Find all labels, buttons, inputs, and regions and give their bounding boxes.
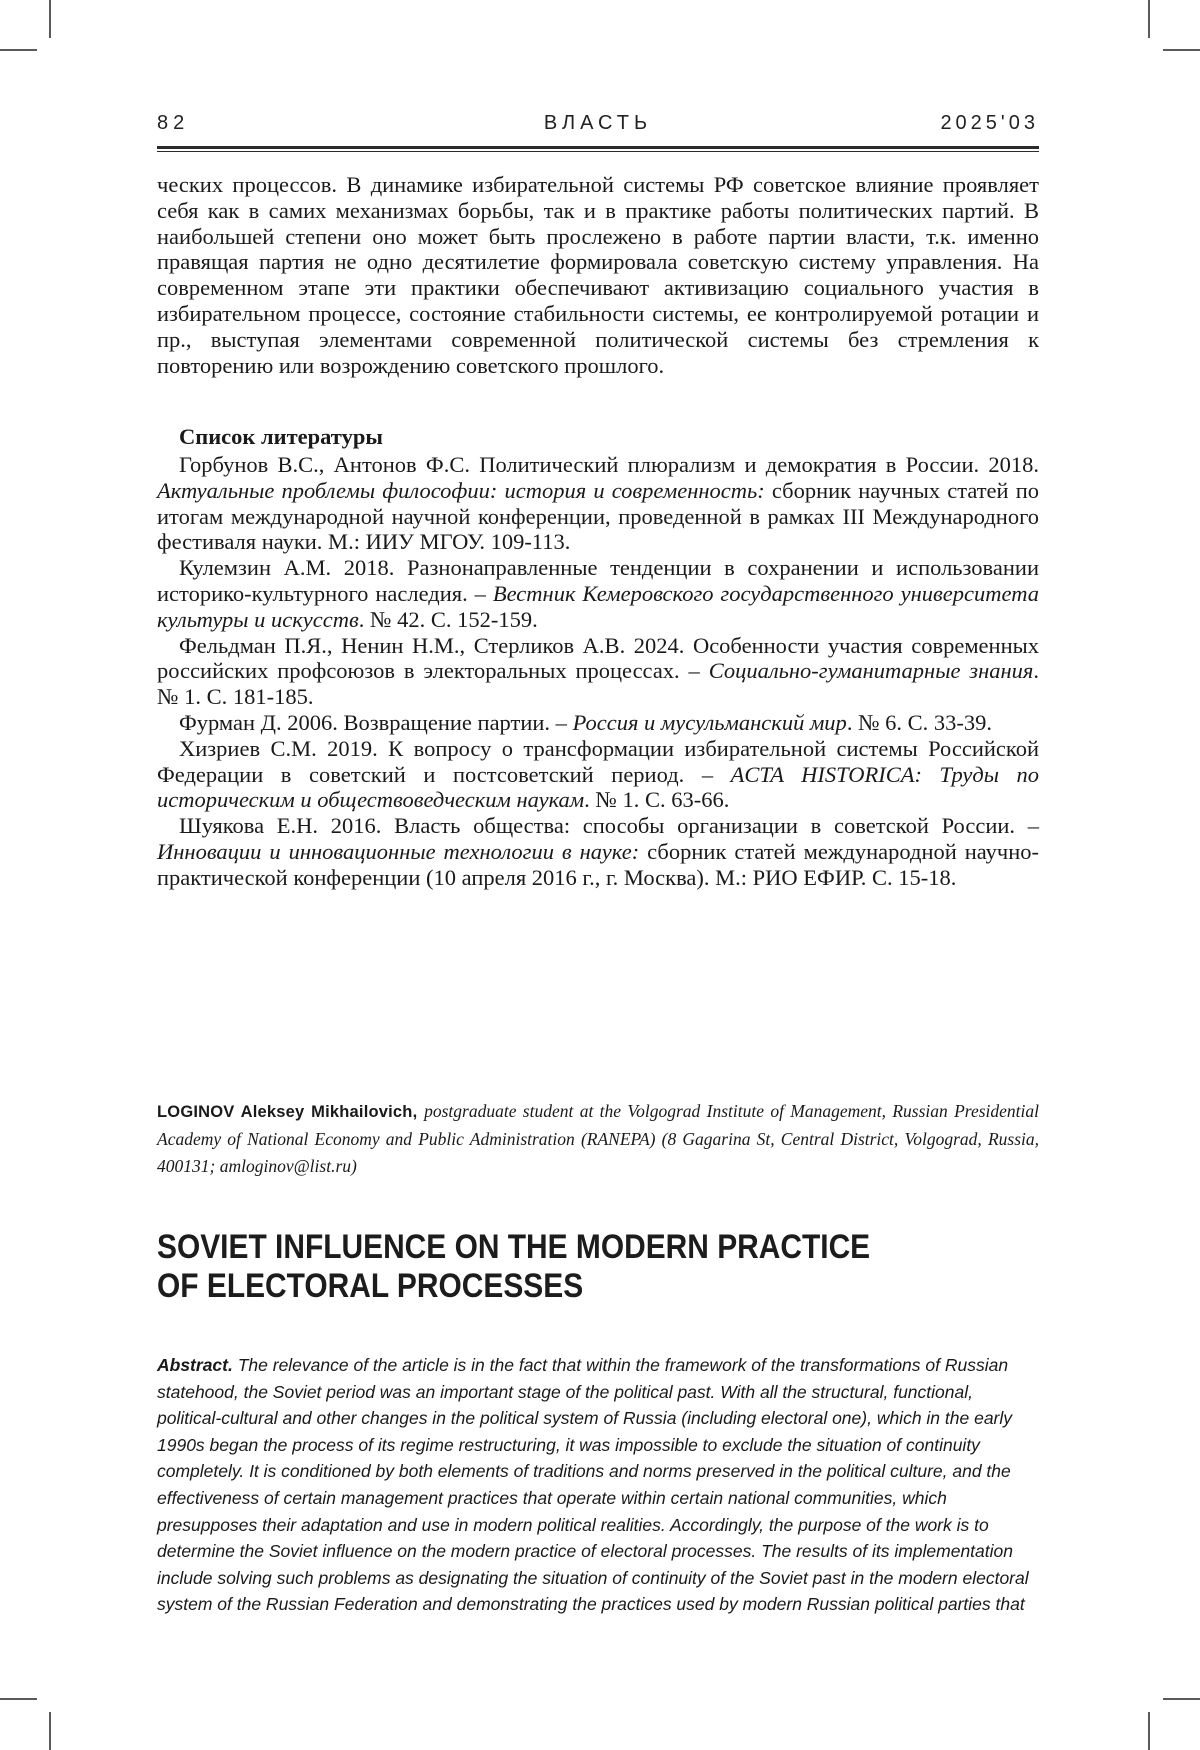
author-note xyxy=(157,1098,1039,1180)
text-segment: Инновации и инновационные технологии в науке: xyxy=(157,838,640,864)
running-header xyxy=(157,112,1039,135)
bibliography-list xyxy=(157,452,1039,891)
bibliography-heading: Список литературы xyxy=(179,424,383,449)
reference-item xyxy=(157,452,1039,555)
reference-item xyxy=(157,736,1039,813)
crop-mark-bottom-right-horizontal xyxy=(1163,1698,1200,1700)
reference-item xyxy=(157,710,1039,736)
text-segment: Горбунов В.С., Антонов Ф.С. Политический плюрализм и демократия в России. 2018. xyxy=(179,452,1039,477)
crop-mark-top-right-vertical xyxy=(1148,0,1150,38)
reference-item xyxy=(157,813,1039,890)
text-segment: The relevance of the article is in the fact that within the framework of the transformations of Russian statehood, the Soviet period was an important stage of the political past. With all the structural, functional, political-cultural and other changes in the political system of Russia (including electoral one), which in the early 1990s began the process of its regime restructuring, it was impossible to exclude the situation of continuity completely. It is conditioned by both elements of traditions and norms preserved in the political culture, and the effectiveness of certain management practices that operate within certain national communities, which presupposes their adaptation and use in modern political realities. Accordingly, the purpose of the work is to determine the Soviet influence on the modern practice of electoral processes. The results of its implementation include solving such problems as designating the situation of continuity of the Soviet past in the modern electoral system of the Russian Federation and demonstrating the practices used by modern Russian political parties that xyxy=(157,1355,1029,1615)
english-title: SOVIET INFLUENCE ON THE MODERN PRACTICE OF ELECTORAL PROCESSES xyxy=(157,1228,871,1305)
text-segment: Фурман Д. 2006. Возвращение партии. – xyxy=(179,709,573,735)
crop-mark-top-left-vertical xyxy=(49,0,51,38)
header-rule xyxy=(157,146,1039,152)
text-segment: Россия и мусульманский мир xyxy=(572,709,847,735)
text-segment: ACTA HISTORICA: Труды по историческим и обществоведческим наукам xyxy=(157,761,1039,813)
body-paragraph: ческих процессов. В динамике избирательной системы РФ советское влияние проявляет себя как в самих механизмах борьбы, так и в практике работы политических партий. В наибольшей степени оно может быть прослежено в работе партии власти, т.к. именно правящая партия не одно десятилетие формировала советскую систему управления. На современном этапе эти практики обеспечивают активизацию социального участия в избирательном процессе, состояние стабильности системы, ее контролируемой ротации и пр., выступая элементами современной политической системы без стремления к повторению или возрождению советского прошлого. xyxy=(157,172,1039,378)
text-segment: . № 1. С. 63-66. xyxy=(584,787,730,813)
text-segment: postgraduate student at the Volgograd Institute of Management, Russian Presidential Academy of National Economy and Public Administration (RANEPA) (8 Gagarina St, Central District, Volgograd, Russia, 400131; amloginov@list.ru) xyxy=(157,1101,1039,1176)
text-segment: сборник статей международной научно-практической конференции (10 апреля 2016 г., г. Москва). М.: РИО ЕФИР. С. 15-18. xyxy=(157,838,1039,890)
journal-title: ВЛАСТЬ xyxy=(543,112,653,134)
abstract xyxy=(157,1352,1039,1618)
crop-mark-bottom-left-vertical xyxy=(49,1712,51,1750)
text-segment: . № 42. С. 152-159. xyxy=(358,606,538,632)
crop-mark-top-right-horizontal xyxy=(1163,49,1200,51)
text-segment: Актуальные проблемы философии: история и современность: xyxy=(157,477,765,503)
reference-item xyxy=(157,555,1039,632)
text-segment: Хизриев С.М. 2019. К вопросу о трансформации избирательной системы Российской Федерации в советский и постсоветский период. – xyxy=(157,735,1039,787)
text-segment: сборник научных статей по итогам международной научной конференции, проведенной в рамках III Международного фестиваля науки. М.: ИИУ МГОУ. 109-113. xyxy=(157,477,1040,555)
reference-item xyxy=(157,633,1039,710)
text-segment: . № 1. С. 181-185. xyxy=(157,658,1039,710)
text-segment: Вестник Кемеровского государственного университета культуры и искусств xyxy=(157,580,1039,632)
crop-mark-bottom-left-horizontal xyxy=(0,1698,37,1700)
text-segment: . № 6. С. 33-39. xyxy=(846,709,993,735)
text-segment: Кулемзин А.М. 2018. Разнонаправленные тенденции в сохранении и использовании историко-культурного наследия. – xyxy=(157,555,1039,606)
issue-number: 2025'03 xyxy=(940,112,1039,134)
page-number: 82 xyxy=(157,112,190,134)
text-segment: Социально-гуманитарные знания xyxy=(708,658,1034,684)
text-segment: Abstract. xyxy=(157,1355,238,1375)
crop-mark-bottom-right-vertical xyxy=(1148,1712,1150,1750)
text-segment: Фельдман П.Я., Ненин Н.М., Стерликов А.В. 2024. Особенности участия современных российских профсоюзов в электоральных процессах. – xyxy=(157,632,1039,684)
text-segment: LOGINOV Aleksey Mikhailovich, xyxy=(157,1103,425,1121)
text-segment: Шуякова Е.Н. 2016. Власть общества: способы организации в советской России. – xyxy=(179,813,1039,839)
crop-mark-top-left-horizontal xyxy=(0,49,37,51)
